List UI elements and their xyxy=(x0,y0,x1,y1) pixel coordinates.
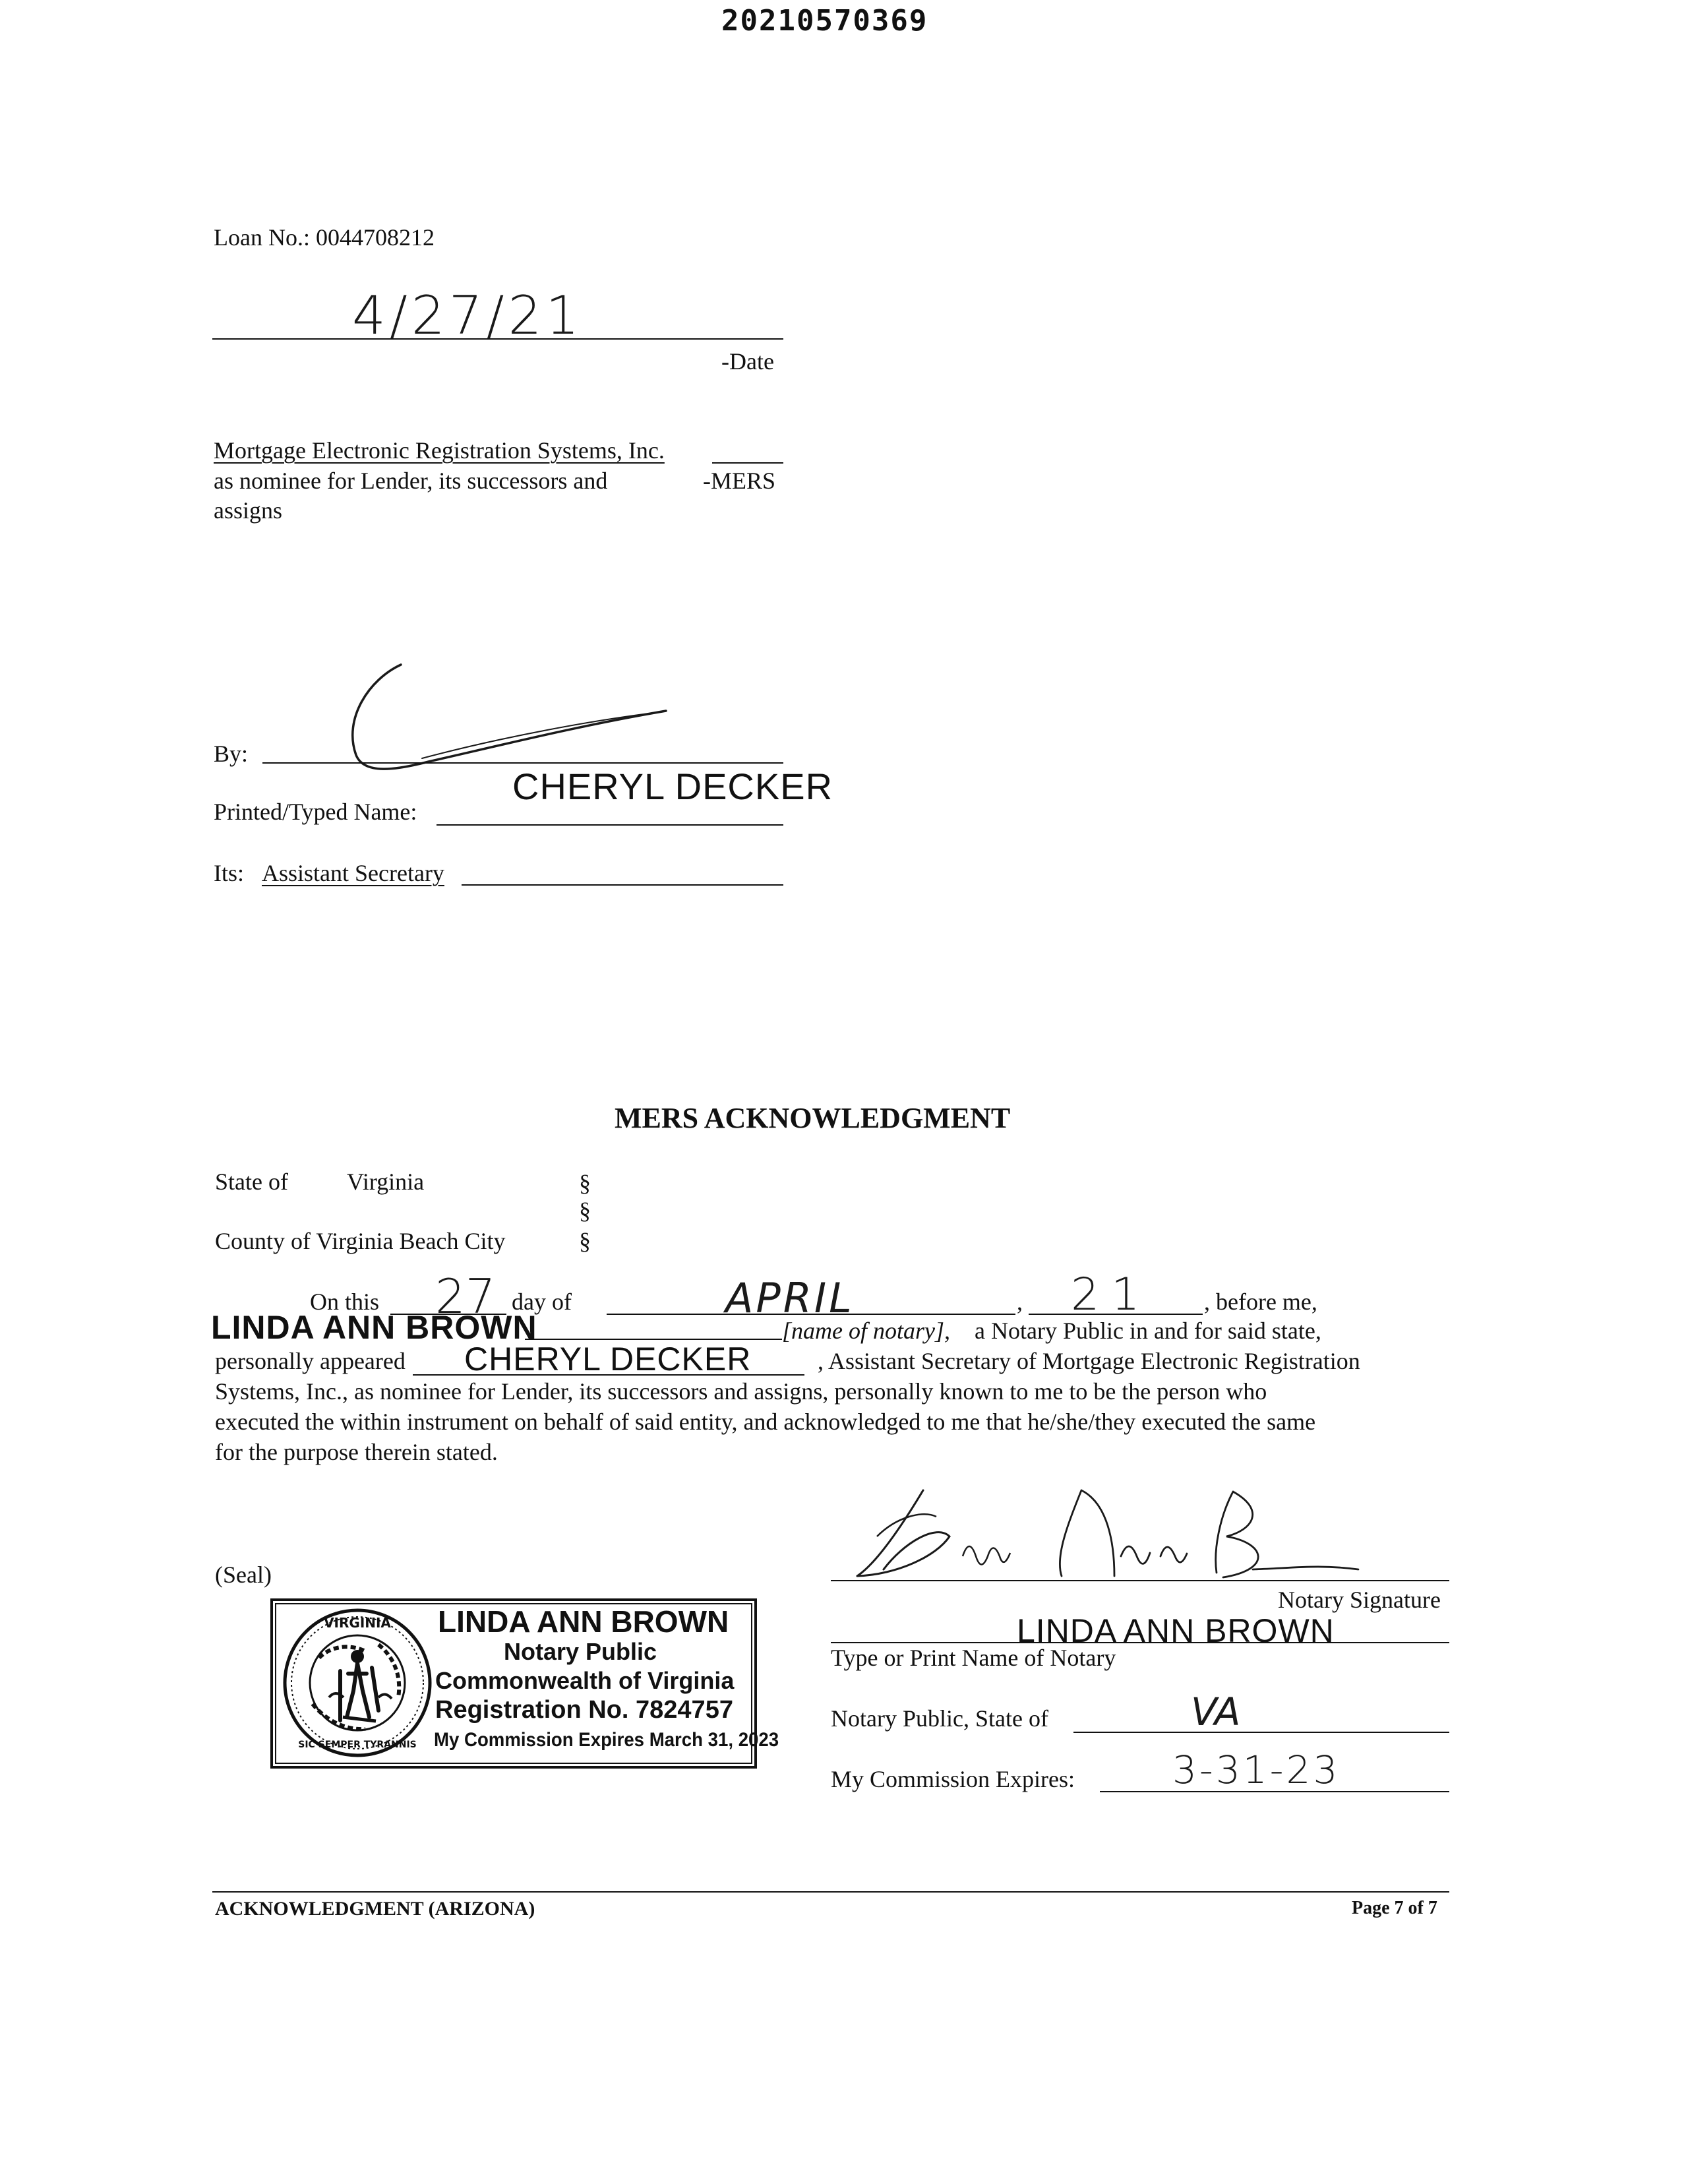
loan-number-value: 0044708212 xyxy=(315,224,435,251)
notary-signature-label: Notary Signature xyxy=(1278,1587,1441,1613)
virginia-seal-icon xyxy=(280,1605,435,1761)
printed-name-stamp: CHERYL DECKER xyxy=(512,766,833,807)
acknowledgment-body-line2: Systems, Inc., as nominee for Lender, its successors and assigns, personally known to me to be the person who xyxy=(215,1378,1267,1405)
seal-label: (Seal) xyxy=(215,1562,272,1588)
notary-public-text: a Notary Public in and for said state, xyxy=(975,1318,1321,1344)
seal-ring-text-top: VIRGINIA xyxy=(324,1615,391,1631)
personally-appeared-label: personally appeared xyxy=(215,1348,406,1374)
role-text: , Assistant Secretary of Mortgage Electronic Registration xyxy=(818,1348,1360,1374)
county-label: County of Virginia Beach City xyxy=(215,1228,506,1254)
footer-page-number: Page 7 of 7 xyxy=(1352,1898,1437,1918)
date-suffix: -Date xyxy=(721,348,774,375)
state-label: State of xyxy=(215,1168,288,1195)
handwritten-day: 27 xyxy=(435,1269,496,1324)
day-of-label: day of xyxy=(512,1289,572,1315)
handwritten-month: APRIL xyxy=(725,1274,855,1322)
notary-printed-name-line xyxy=(831,1642,1449,1643)
on-this-label: On this xyxy=(310,1289,380,1315)
notary-state-line xyxy=(1073,1732,1449,1733)
its-value: Assistant Secretary xyxy=(262,860,444,886)
appeared-name-stamp: CHERYL DECKER xyxy=(464,1341,752,1378)
mers-nominee-line: as nominee for Lender, its successors and xyxy=(214,468,608,494)
footer-rule xyxy=(212,1891,1449,1893)
notary-name-stamp-inline: LINDA ANN BROWN xyxy=(211,1309,537,1346)
printed-name-label: Printed/Typed Name: xyxy=(214,799,417,825)
stamp-notary-title: Notary Public xyxy=(504,1638,657,1665)
stamp-registration: Registration No. 7824757 xyxy=(435,1696,733,1724)
mers-suffix: -MERS xyxy=(703,468,776,494)
stamp-notary-name: LINDA ANN BROWN xyxy=(438,1604,729,1639)
notary-stamp xyxy=(270,1598,779,1769)
seal-ring-text-bottom: SIC SEMPER TYRANNIS xyxy=(298,1740,417,1750)
name-of-notary-hint: [name of notary], xyxy=(782,1318,950,1344)
section-mark-2: § xyxy=(579,1198,591,1224)
commission-expires-handwritten: 3-31-23 xyxy=(1172,1747,1341,1792)
mers-assigns-line: assigns xyxy=(214,497,283,524)
before-me-text: , before me, xyxy=(1204,1289,1317,1315)
handwritten-year: 21 xyxy=(1071,1269,1152,1321)
footer-left-label: ACKNOWLEDGMENT (ARIZONA) xyxy=(215,1898,535,1920)
month-comma: , xyxy=(1017,1289,1023,1315)
section-mark-3: § xyxy=(579,1228,591,1254)
acknowledgment-body-line4: for the purpose therein stated. xyxy=(215,1439,498,1465)
type-print-name-label: Type or Print Name of Notary xyxy=(831,1645,1116,1671)
commission-expires-label: My Commission Expires: xyxy=(831,1766,1075,1792)
notary-state-handwritten: VA xyxy=(1191,1689,1241,1734)
section-mark-1: § xyxy=(579,1170,591,1196)
acknowledgment-body-line3: executed the within instrument on behalf of said entity, and acknowledged to me that he/she/they executed the same xyxy=(215,1409,1316,1435)
by-label: By: xyxy=(214,741,249,767)
mers-name-line: Mortgage Electronic Registration Systems, Inc. xyxy=(214,437,665,464)
notary-printed-name-stamp: LINDA ANN BROWN xyxy=(1017,1612,1335,1649)
stamp-expiry: My Commission Expires March 31, 2023 xyxy=(434,1729,779,1751)
handwritten-date: 4/27/21 xyxy=(352,285,584,346)
state-value: Virginia xyxy=(347,1168,425,1195)
stamp-commonwealth: Commonwealth of Virginia xyxy=(435,1667,735,1694)
loan-number-label: Loan No.: xyxy=(214,224,310,251)
recording-number: 20210570369 xyxy=(721,4,928,38)
notary-state-label: Notary Public, State of xyxy=(831,1705,1048,1732)
acknowledgment-heading: MERS ACKNOWLEDGMENT xyxy=(615,1102,1011,1134)
its-label: Its: xyxy=(214,860,245,886)
notary-signature-line xyxy=(831,1580,1449,1581)
